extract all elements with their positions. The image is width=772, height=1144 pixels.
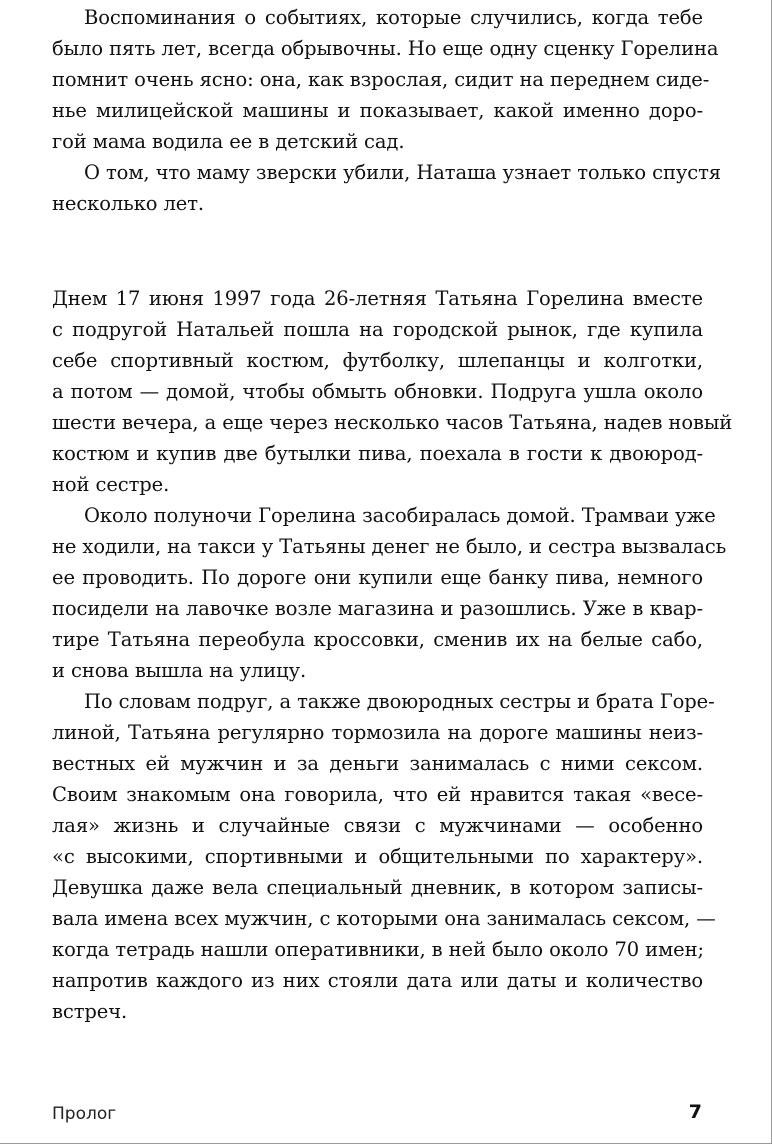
text-line: вестных ей мужчин и за деньги занималась с ними сексом.: [52, 752, 703, 775]
text-line: Днем 17 июня 1997 года 26-летняя Татьяна Горелина вместе: [52, 287, 703, 310]
text-line: вала имена всех мужчин, с которыми она занималась сексом, —: [52, 907, 716, 930]
paragraph: [52, 283, 733, 500]
text-line: встреч.: [52, 1000, 128, 1023]
text-line: не ходили, на такси у Татьяны денег не было, и сестра вызвалась: [52, 535, 727, 558]
text-line: напротив каждого из них стояли дата или даты и количество: [52, 969, 703, 992]
text-block-main: [52, 283, 733, 1027]
text-line: и снова вышла на улицу.: [52, 659, 307, 682]
paragraph: [52, 686, 716, 1027]
text-line: Воспоминания о событиях, которые случились, когда тебе: [84, 6, 703, 29]
page-number: 7: [688, 1101, 702, 1123]
text-line: Своим знакомым она говорила, что ей нравится такая «весе-: [52, 783, 703, 806]
text-line: посидели на лавочке возле магазина и разошлись. Уже в квар-: [52, 597, 703, 620]
text-line: гой мама водила ее в детский сад.: [52, 130, 405, 153]
text-line: лая» жизнь и случайные связи с мужчинами — особенно: [52, 814, 703, 837]
text-line: линой, Татьяна регулярно тормозила на дороге машины неиз-: [52, 721, 703, 744]
text-line: помнит очень ясно: она, как взрослая, сидит на переднем сиде-: [52, 68, 710, 91]
text-line: когда тетрадь нашли оперативники, в ней было около 70 имен;: [52, 938, 704, 961]
text-line: ной сестре.: [52, 473, 170, 496]
text-line: себе спортивный костюм, футболку, шлепанцы и колготки,: [52, 349, 703, 372]
text-line: а потом — домой, чтобы обмыть обновки. Подруга ушла около: [52, 380, 703, 403]
text-line: Девушка даже вела специальный дневник, в котором записы-: [52, 876, 703, 899]
text-line: «с высокими, спортивными и общительными по характеру».: [52, 845, 703, 868]
text-line: было пять лет, всегда обрывочны. Но еще одну сценку Горелина: [52, 37, 719, 60]
text-line: ее проводить. По дороге они купили еще банку пива, немного: [52, 566, 703, 589]
text-line: По словам подруг, а также двоюродных сестры и брата Горе-: [84, 690, 715, 713]
paragraph: [52, 500, 727, 686]
running-footer-section: Пролог: [52, 1104, 117, 1124]
text-line: Около полуночи Горелина засобиралась домой. Трамваи уже: [84, 504, 716, 527]
text-line: несколько лет.: [52, 192, 205, 215]
text-block-top: [52, 2, 721, 219]
text-line: нье милицейской машины и показывает, какой именно доро-: [52, 99, 703, 122]
paragraph: [52, 2, 719, 157]
text-line: тире Татьяна переобула кроссовки, сменив их на белые сабо,: [52, 628, 703, 651]
text-line: О том, что маму зверски убили, Наташа узнает только спустя: [84, 161, 721, 184]
text-line: костюм и купив две бутылки пива, поехала в гости к двоюрод-: [52, 442, 703, 465]
text-line: с подругой Натальей пошла на городской рынок, где купила: [52, 318, 703, 341]
paragraph: [52, 157, 721, 219]
text-line: шести вечера, а еще через несколько часов Татьяна, надев новый: [52, 411, 733, 434]
